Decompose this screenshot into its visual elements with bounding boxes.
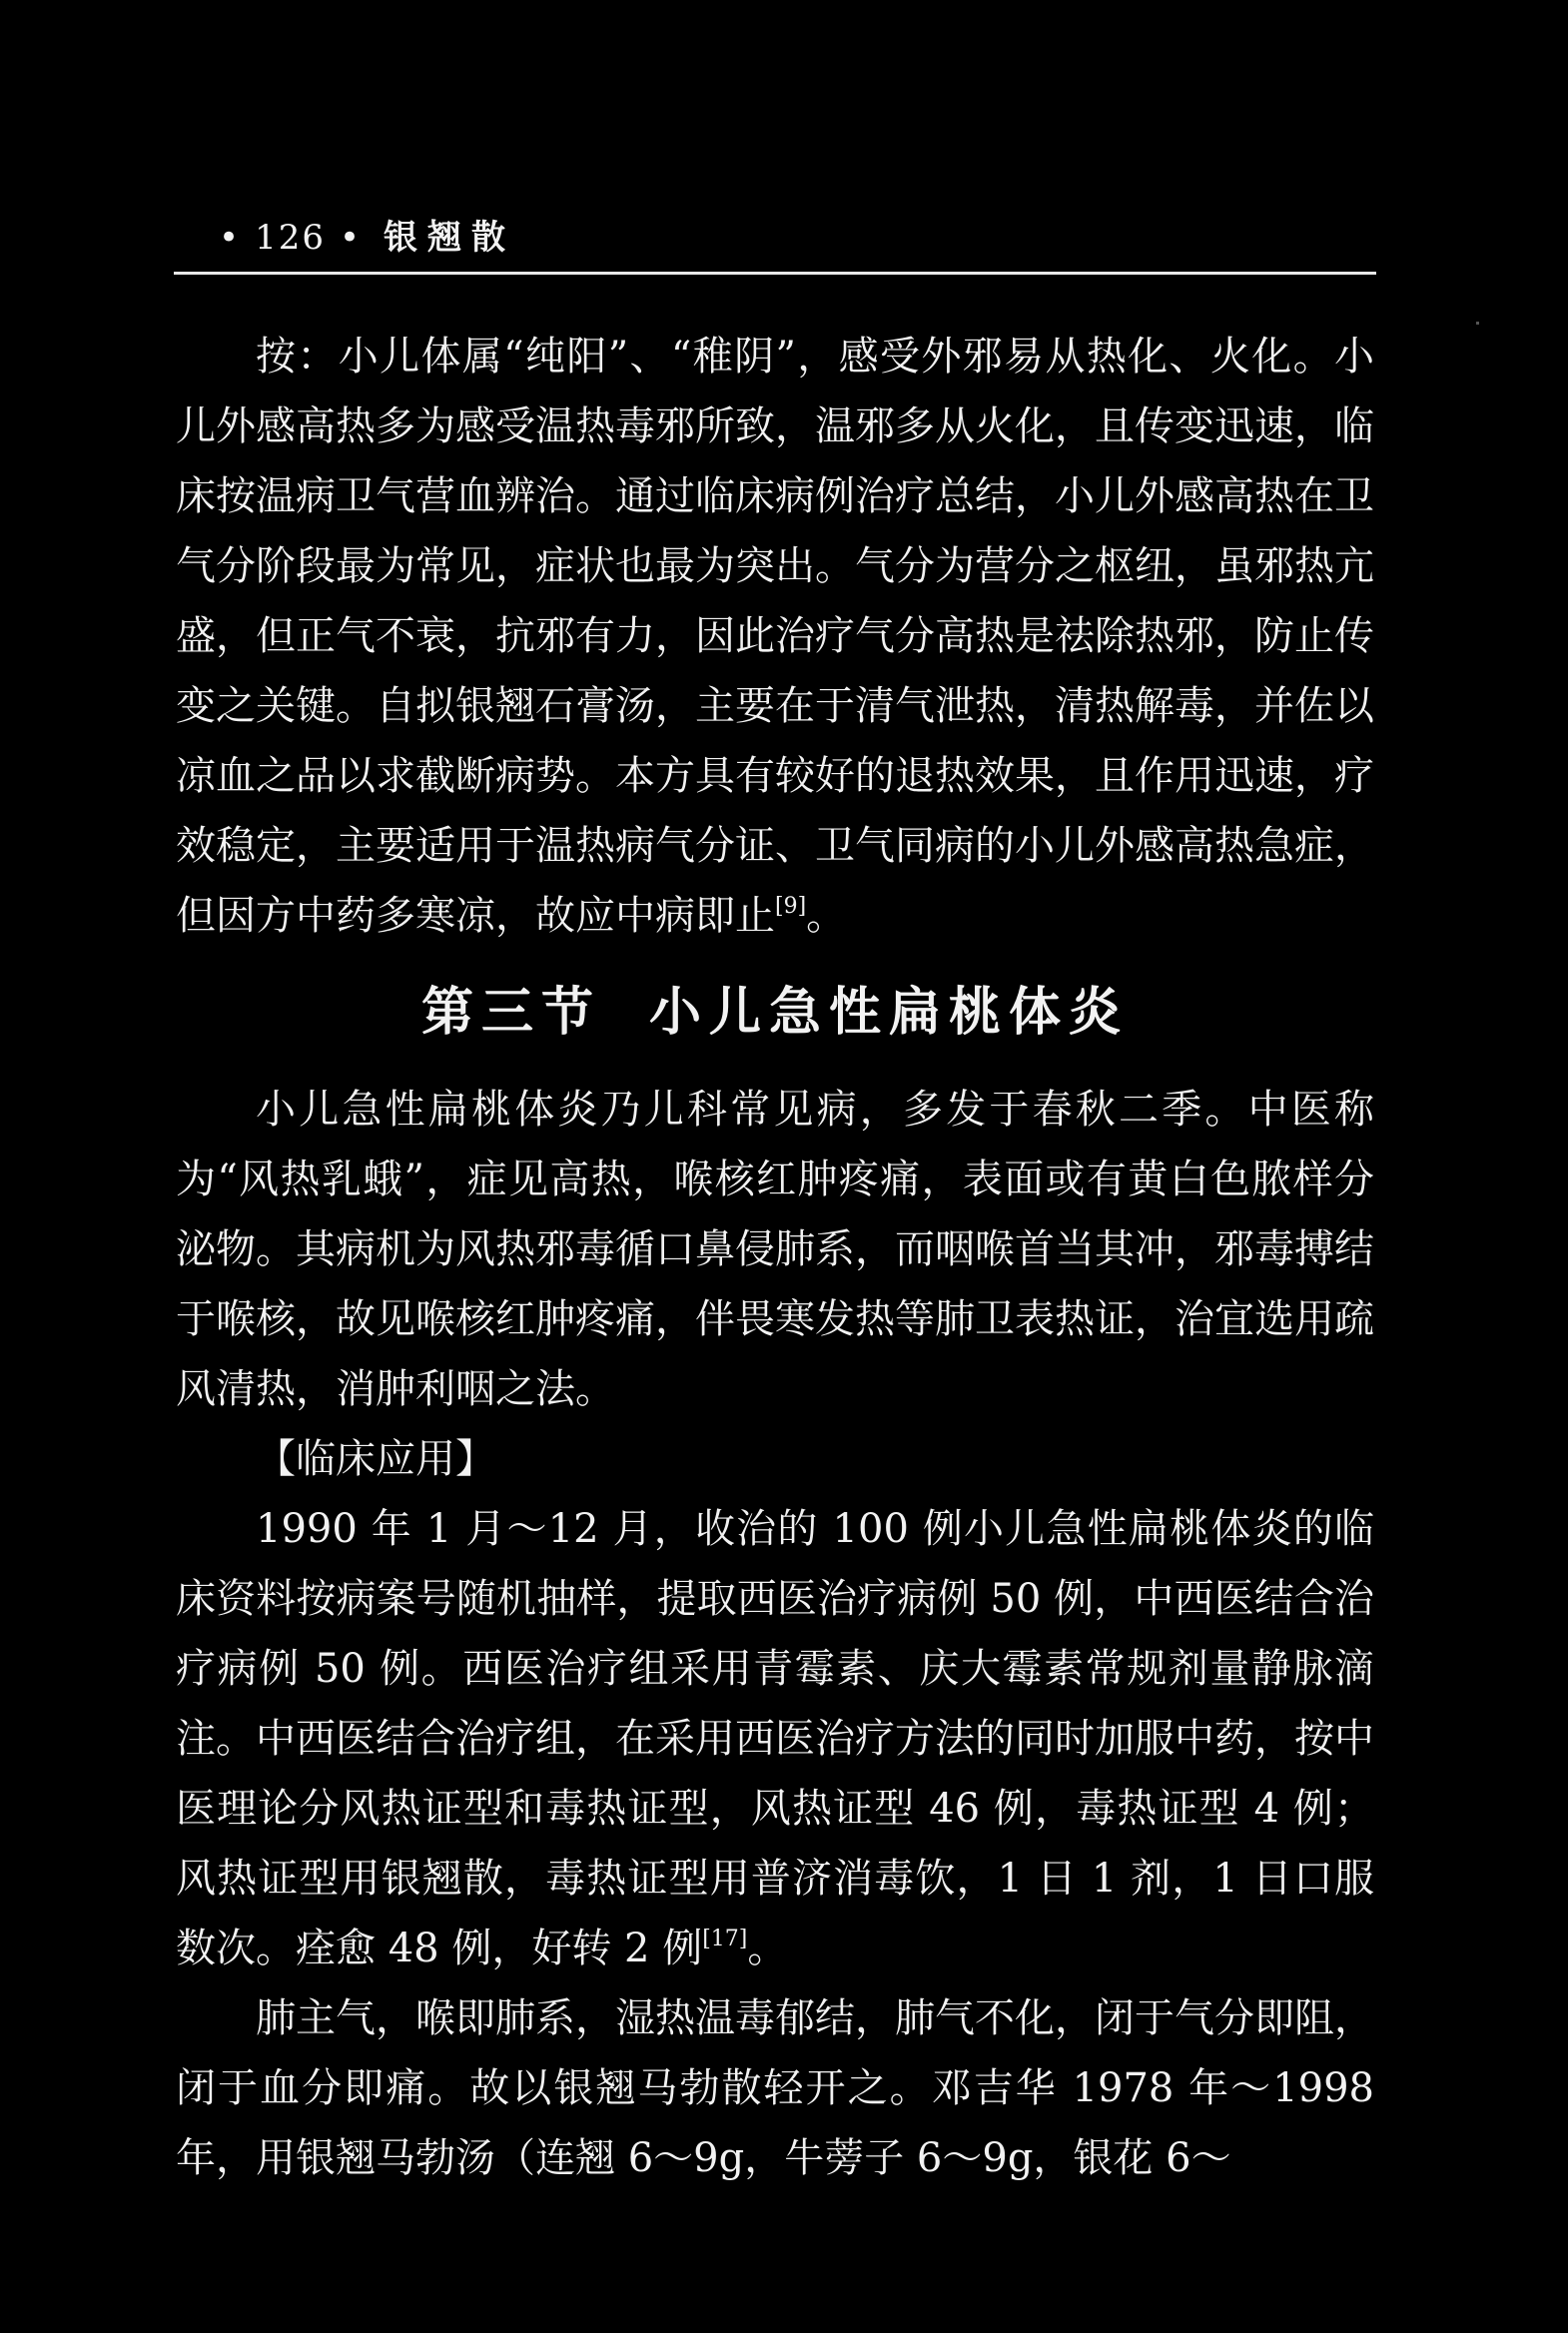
intro-paragraph [176,1075,1374,1424]
running-header [205,210,515,259]
section-title: 小儿急性扁桃体炎 [649,983,1130,1043]
header-bullet-left: • [219,218,242,258]
citation-ref-17: [17] [702,1927,748,1951]
scan-speck [1476,322,1479,325]
commentary-end: 。 [806,893,847,939]
section-heading [176,951,1374,1075]
commentary-text: 按：小儿体属“纯阳”、“稚阴”，感受外邪易从热化、火化。小儿外感高热多为感受温热毒邪所致，温邪多从火化，且传变迅速，临床按温病卫气营血辨治。通过临床病例治疗总结，小儿外感高热在卫气分阶段最为常见，症状也最为突出。气分为营分之枢纽，虽邪热亢盛，但正气不衰，抗邪有力，因此治疗气分高热是祛除热邪，防止传变之关键。自拟银翘石膏汤，主要在于清气泄热，清热解毒，并佐以凉血之品以求截断病势。本方具有较好的退热效果，且作用迅速，疗效稳定，主要适用于温热病气分证、卫气同病的小儿外感高热急症，但因方中药多寒凉，故应中病即止 [176,334,1374,939]
intro-text: 小儿急性扁桃体炎乃儿科常见病，多发于春秋二季。中医称为“风热乳蛾”，症见高热，喉核红肿疼痛，表面或有黄白色脓样分泌物。其病机为风热邪毒循口鼻侵肺系，而咽喉首当其冲，邪毒搏结于喉核，故见喉核红肿疼痛，伴畏寒发热等肺卫表热证，治宜选用疏风清热，消肿利咽之法。 [176,1087,1374,1412]
clinical-end: 。 [747,1926,788,1971]
clinical-application-heading: 【临床应用】 [256,1436,495,1482]
header-rule [174,272,1376,275]
book-title: 银翘散 [384,218,516,258]
clinical-text: 1990 年 1 月～12 月，收治的 100 例小儿急性扁桃体炎的临床资料按病案号随机抽样，提取西医治疗病例 50 例，中西医结合治疗病例 50 例。西医治疗组采用青霉素、庆大霉素常规剂量静脉滴注。中西医结合治疗组，在采用西医治疗方法的同时加服中药，按中医理论分风热证型和毒热证型，风热证型 46 例，毒热证型 4 例；风热证型用银翘散，毒热证型用普济消毒饮，1 日 1 剂，1 日口服数次。痊愈 48 例，好转 2 例 [176,1506,1374,1971]
page-number: 126 [255,218,326,258]
commentary-paragraph [176,322,1374,951]
citation-ref-9: [9] [775,894,807,919]
lung-text: 肺主气，喉即肺系，湿热温毒郁结，肺气不化，闭于气分即阻，闭于血分即痛。故以银翘马勃散轻开之。邓吉华 1978 年～1998 年，用银翘马勃汤（连翘 6～9g，牛蒡子 6～9g，银花 6～ [176,1995,1374,2181]
clinical-paragraph [176,1494,1374,1983]
header-bullet-right: • [339,218,363,258]
body-text [176,322,1374,2193]
lung-paragraph [176,1983,1374,2193]
section-number: 第三节 [420,983,601,1043]
